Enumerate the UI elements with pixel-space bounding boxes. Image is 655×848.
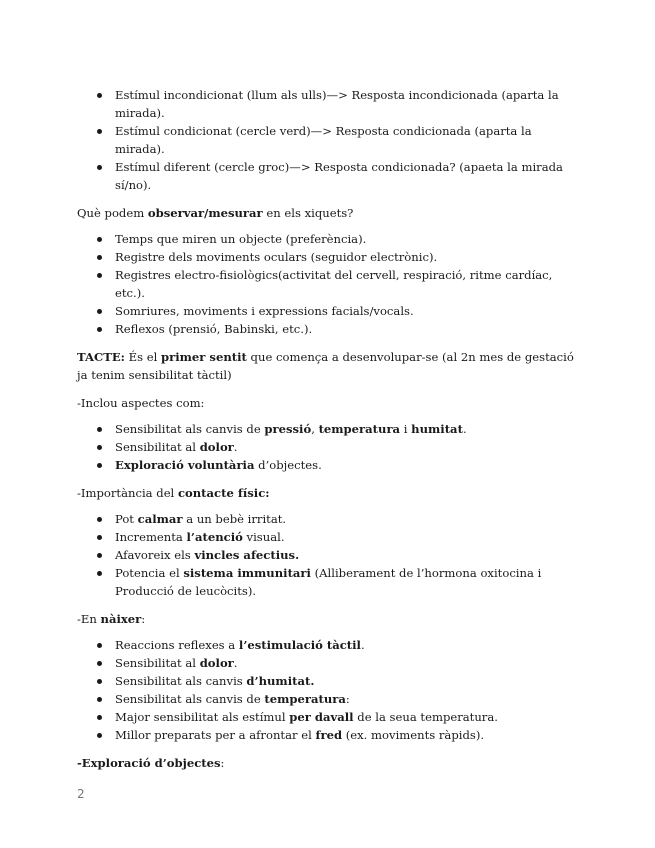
text-run: i: [400, 422, 412, 436]
text-run: Millor preparats per a afrontar el: [115, 728, 316, 742]
bold-text: observar/mesurar: [147, 206, 263, 220]
text-run: .: [233, 656, 238, 670]
list-item: [77, 122, 577, 158]
includes-list: [77, 420, 577, 474]
text-run: ,: [311, 422, 319, 436]
bold-text: calmar: [137, 512, 183, 526]
importance-list: [77, 510, 577, 600]
object-exploration-heading: [77, 754, 577, 772]
document-page: [77, 86, 577, 772]
page-number: 2: [77, 787, 85, 801]
text-run: Sensibilitat al: [115, 656, 200, 670]
at-birth-list: [77, 636, 577, 744]
text-run: Registre dels moviments oculars (seguidor electrònic).: [115, 250, 438, 264]
list-item: [77, 546, 577, 564]
list-item: [77, 230, 577, 248]
text-run: :: [141, 612, 146, 626]
text-run: Somriures, moviments i expressions facials/vocals.: [115, 304, 414, 318]
text-run: .: [360, 638, 365, 652]
text-run: -Inclou aspectes com:: [77, 396, 205, 410]
bold-text: temperatura: [318, 422, 401, 436]
text-run: -En: [77, 612, 101, 626]
text-run: És el: [124, 350, 162, 364]
list-item: [77, 266, 577, 302]
text-run: Sensibilitat al: [115, 440, 200, 454]
text-run: Reflexos (prensió, Babinski, etc.).: [115, 322, 313, 336]
text-run: :: [220, 756, 225, 770]
bold-text: l’atenció: [186, 530, 243, 544]
list-item: [77, 420, 577, 438]
at-birth-paragraph: [77, 610, 577, 628]
list-item: [77, 654, 577, 672]
bold-text: Exploració voluntària: [115, 458, 255, 472]
list-item: [77, 248, 577, 266]
text-run: Sensibilitat als canvis de: [115, 422, 265, 436]
text-run: Temps que miren un objecte (preferència).: [115, 232, 367, 246]
bold-text: dolor: [199, 440, 234, 454]
text-run: -Importància del: [77, 486, 178, 500]
text-run: que comença a desenvolupar-se (al 2n mes de gestació ja tenim sensibilitat tàctil): [77, 350, 574, 382]
text-run: visual.: [242, 530, 285, 544]
text-run: .: [462, 422, 467, 436]
bold-text: TACTE:: [77, 350, 125, 364]
text-run: Sensibilitat als canvis de: [115, 692, 265, 706]
text-run: Sensibilitat als canvis: [115, 674, 247, 688]
measurement-list: [77, 230, 577, 338]
text-run: Pot: [115, 512, 138, 526]
text-run: Estímul incondicionat (llum als ulls)—> Resposta incondicionada (aparta la mirada).: [115, 88, 559, 120]
bold-text: dolor: [199, 656, 234, 670]
bold-text: contacte físic:: [177, 486, 270, 500]
bold-text: vincles afectius.: [194, 548, 300, 562]
list-item: [77, 528, 577, 546]
text-run: Estímul condicionat (cercle verd)—> Resposta condicionada (aparta la mirada).: [115, 124, 532, 156]
bold-text: fred: [315, 728, 343, 742]
bold-text: per davall: [289, 710, 354, 724]
text-run: .: [233, 440, 238, 454]
list-item: [77, 456, 577, 474]
bold-text: temperatura: [264, 692, 346, 706]
bold-text: primer sentit: [161, 350, 247, 364]
includes-paragraph: [77, 394, 577, 412]
list-item: [77, 672, 577, 690]
bold-text: d’humitat.: [246, 674, 315, 688]
bold-text: pressió: [264, 422, 312, 436]
bold-text: sistema immunitari: [183, 566, 311, 580]
list-item: [77, 690, 577, 708]
observe-measure-paragraph: [77, 204, 577, 222]
list-item: [77, 302, 577, 320]
list-item: [77, 564, 577, 600]
text-run: (ex. moviments ràpids).: [342, 728, 485, 742]
text-run: de la seua temperatura.: [353, 710, 498, 724]
conditioning-list: [77, 86, 577, 194]
text-run: Reaccions reflexes a: [115, 638, 239, 652]
importance-paragraph: [77, 484, 577, 502]
list-item: [77, 510, 577, 528]
list-item: [77, 320, 577, 338]
list-item: [77, 86, 577, 122]
text-run: en els xiquets?: [262, 206, 354, 220]
list-item: [77, 708, 577, 726]
text-run: Potencia el: [115, 566, 184, 580]
list-item: [77, 636, 577, 654]
text-run: Major sensibilitat als estímul: [115, 710, 290, 724]
text-run: Què podem: [77, 206, 148, 220]
text-run: :: [345, 692, 350, 706]
bold-text: nàixer: [100, 612, 142, 626]
text-run: d’objectes.: [254, 458, 322, 472]
text-run: Afavoreix els: [115, 548, 195, 562]
list-item: [77, 726, 577, 744]
text-run: (Alliberament de l’hormona oxitocina i Producció de leucòcits).: [115, 566, 542, 598]
list-item: [77, 158, 577, 194]
text-run: a un bebè irritat.: [182, 512, 287, 526]
text-run: Estímul diferent (cercle groc)—> Resposta condicionada? (apaeta la mirada sí/no).: [115, 160, 563, 192]
bold-text: -Exploració d’objectes: [77, 756, 221, 770]
bold-text: humitat: [411, 422, 463, 436]
text-run: Registres electro-fisiològics(activitat del cervell, respiració, ritme cardíac, etc.).: [115, 268, 553, 300]
list-item: [77, 438, 577, 456]
bold-text: l’estimulació tàctil: [238, 638, 361, 652]
touch-paragraph: [77, 348, 577, 384]
text-run: Incrementa: [115, 530, 187, 544]
